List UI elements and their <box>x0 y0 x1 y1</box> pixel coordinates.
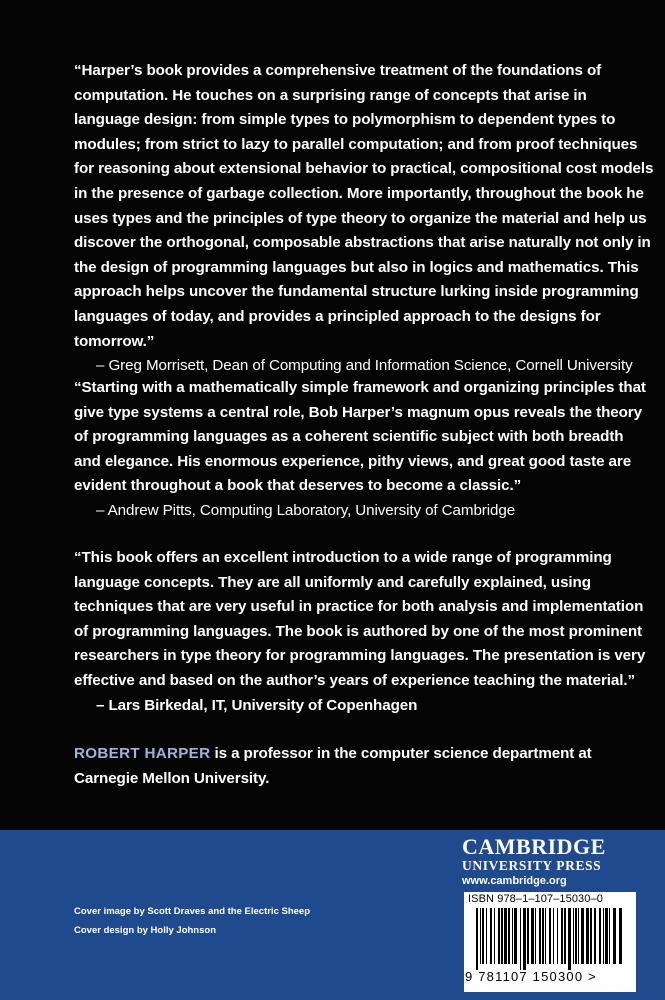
barcode-bar <box>573 908 574 964</box>
barcode-bar <box>613 908 616 964</box>
blurb-quote-2 <box>74 376 654 524</box>
barcode-bar <box>549 908 551 964</box>
barcode-bar <box>586 908 589 964</box>
publisher-logo <box>462 836 632 887</box>
isbn-label: ISBN 978–1–107–15030–0 <box>468 893 603 905</box>
barcode-bar <box>568 908 571 970</box>
barcode-bar <box>508 908 510 964</box>
barcode-bar <box>609 908 610 964</box>
barcode-bar <box>498 908 500 964</box>
barcode-digits: 9 781107 150300 > <box>465 969 597 984</box>
barcode-bar <box>553 908 554 964</box>
barcode-bar <box>512 908 513 964</box>
quote-text: “Starting with a mathematically simple framework and organizing principles that give type systems a central role, Bob Harper’s magnum opus reveals the theory of programming languages as a coherent scientific subject with both breadth and elegance. His enormous experience, pithy views, and great good taste are evident throughout a book that deserves to become a classic.” <box>74 379 646 495</box>
barcode-bar <box>599 908 601 964</box>
barcode-bar <box>501 908 503 964</box>
quote-attribution: – Greg Morrisett, Dean of Computing and Information Science, Cornell University <box>96 357 633 375</box>
barcode-bar <box>605 908 608 964</box>
quote-text: “Harper’s book provides a comprehensive treatment of the foundations of computation. He touches on a surprising range of concepts that arise in language design: from simple types to polymorphism to dependent types to modules; from strict to lazy to parallel computation; and from proof techniques for reasoning about extensional behavior to practical, compositional cost models in the presence of garbage collection. More importantly, throughout the book he uses types and the principles of type theory to organize the material and help us discover the orthogonal, composable abstractions that arise naturally not only in the design of programming languages but also in logics and mathematics. This approach helps uncover the fundamental structure lurking inside programming languages of today, and provides a principled approach to the designs for tomorrow.” <box>74 62 654 350</box>
barcode-bar <box>494 908 495 964</box>
isbn-barcode-box <box>464 892 636 992</box>
barcode-bar <box>527 908 529 964</box>
barcode-bar <box>581 908 584 964</box>
quote-text: “This book offers an excellent introduction to a wide range of programming language concepts. They are all uniformly and carefully explained, using techniques that are very useful in practice for both analysis and implementation of programming languages. The book is authored by one of the most prominent researchers in type theory for programming languages. The presentation is very effective and based on the author’s years of experience teaching the material.” <box>74 549 646 689</box>
barcode-bar <box>535 908 536 964</box>
barcode-bar <box>504 908 507 964</box>
quote-attribution: – Andrew Pitts, Computing Laboratory, University of Cambridge <box>96 501 516 519</box>
barcode-bar <box>542 908 544 964</box>
barcode-bar <box>523 908 526 970</box>
barcode-bar <box>575 908 577 964</box>
barcode-bar <box>561 908 563 964</box>
barcode-bar <box>486 908 487 964</box>
publisher-subtitle: UNIVERSITY PRESS <box>462 858 602 873</box>
blurb-quote-3 <box>74 546 654 718</box>
barcode-bar <box>520 908 521 970</box>
publisher-name: CAMBRIDGE <box>462 834 606 859</box>
author-name: ROBERT HARPER <box>74 745 211 762</box>
barcode-bar <box>545 908 546 964</box>
barcode-bar <box>476 908 478 970</box>
publisher-url: www.cambridge.org <box>462 875 567 887</box>
quote-attribution: – Lars Birkedal, IT, University of Copenhagen <box>96 696 418 714</box>
barcode-bar <box>531 908 534 964</box>
barcode-bar <box>539 908 541 964</box>
barcode-bar <box>564 908 566 964</box>
blurb-quote-1 <box>74 59 654 379</box>
cover-image-credit: Cover image by Scott Draves and the Electric Sheep <box>74 906 311 917</box>
barcode-bar <box>490 908 492 964</box>
barcode-bar <box>480 908 481 964</box>
barcode-bar <box>578 908 579 964</box>
author-bio <box>74 742 654 791</box>
barcode-bar <box>594 908 596 964</box>
barcode-bar <box>514 908 517 964</box>
cover-design-credit: Cover design by Holly Johnson <box>74 925 216 936</box>
barcode-bar <box>590 908 592 964</box>
barcode-bar <box>603 908 604 964</box>
barcode-bar <box>619 908 622 964</box>
barcode-bar <box>482 908 484 964</box>
barcode-bar <box>557 908 558 964</box>
barcode-icon <box>474 908 626 970</box>
author-bio-text: is a professor in the computer science department at Carnegie Mellon University. <box>74 745 592 787</box>
